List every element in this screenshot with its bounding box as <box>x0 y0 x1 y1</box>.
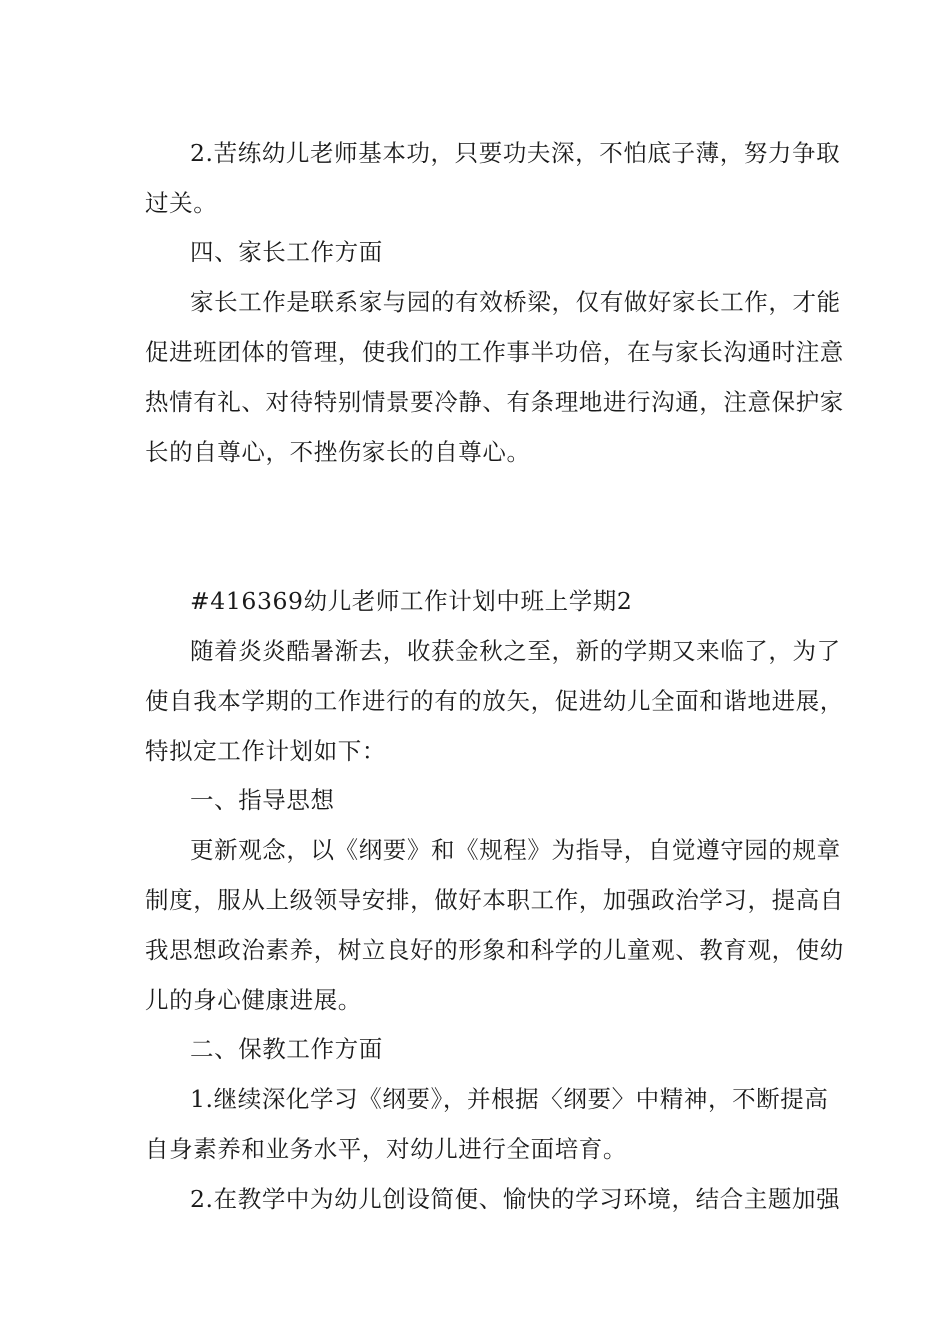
paragraph-line: 使自我本学期的工作进行的有的放矢，促进幼儿全面和谐地进展， <box>145 687 844 715</box>
paragraph-line: 家长工作是联系家与园的有效桥梁，仅有做好家长工作，才能 <box>190 288 841 316</box>
paragraph-line: 1.继续深化学习《纲要》，并根据〈纲要〉中精神，不断提高 <box>190 1085 829 1113</box>
paragraph-line: 热情有礼、对待特别情景要冷静、有条理地进行沟通，注意保护家 <box>145 388 844 416</box>
paragraph-line: 促进班团体的管理，使我们的工作事半功倍，在与家长沟通时注意 <box>145 338 844 366</box>
paragraph-line: 随着炎炎酷暑渐去，收获金秋之至，新的学期又来临了，为了 <box>190 637 841 665</box>
section-heading: 四、家长工作方面 <box>190 238 383 266</box>
document-title: #416369幼儿老师工作计划中班上学期2 <box>190 587 633 615</box>
paragraph-line: 过关。 <box>145 189 218 217</box>
paragraph-line: 2.苦练幼儿老师基本功，只要功夫深，不怕底子薄，努力争取 <box>190 139 841 167</box>
section-heading: 二、保教工作方面 <box>190 1035 383 1063</box>
paragraph-line: 我思想政治素养，树立良好的形象和科学的儿童观、教育观，使幼 <box>145 936 844 964</box>
paragraph-line: 制度，服从上级领导安排，做好本职工作，加强政治学习，提高自 <box>145 886 844 914</box>
paragraph-line: 2.在教学中为幼儿创设简便、愉快的学习环境，结合主题加强 <box>190 1185 841 1213</box>
paragraph-line: 自身素养和业务水平，对幼儿进行全面培育。 <box>145 1135 627 1163</box>
paragraph-line: 更新观念，以《纲要》和《规程》为指导，自觉遵守园的规章 <box>190 836 841 864</box>
paragraph-line: 长的自尊心，不挫伤家长的自尊心。 <box>145 438 531 466</box>
paragraph-line: 特拟定工作计划如下： <box>145 737 386 765</box>
paragraph-line: 儿的身心健康进展。 <box>145 986 362 1014</box>
section-heading: 一、指导思想 <box>190 786 335 814</box>
